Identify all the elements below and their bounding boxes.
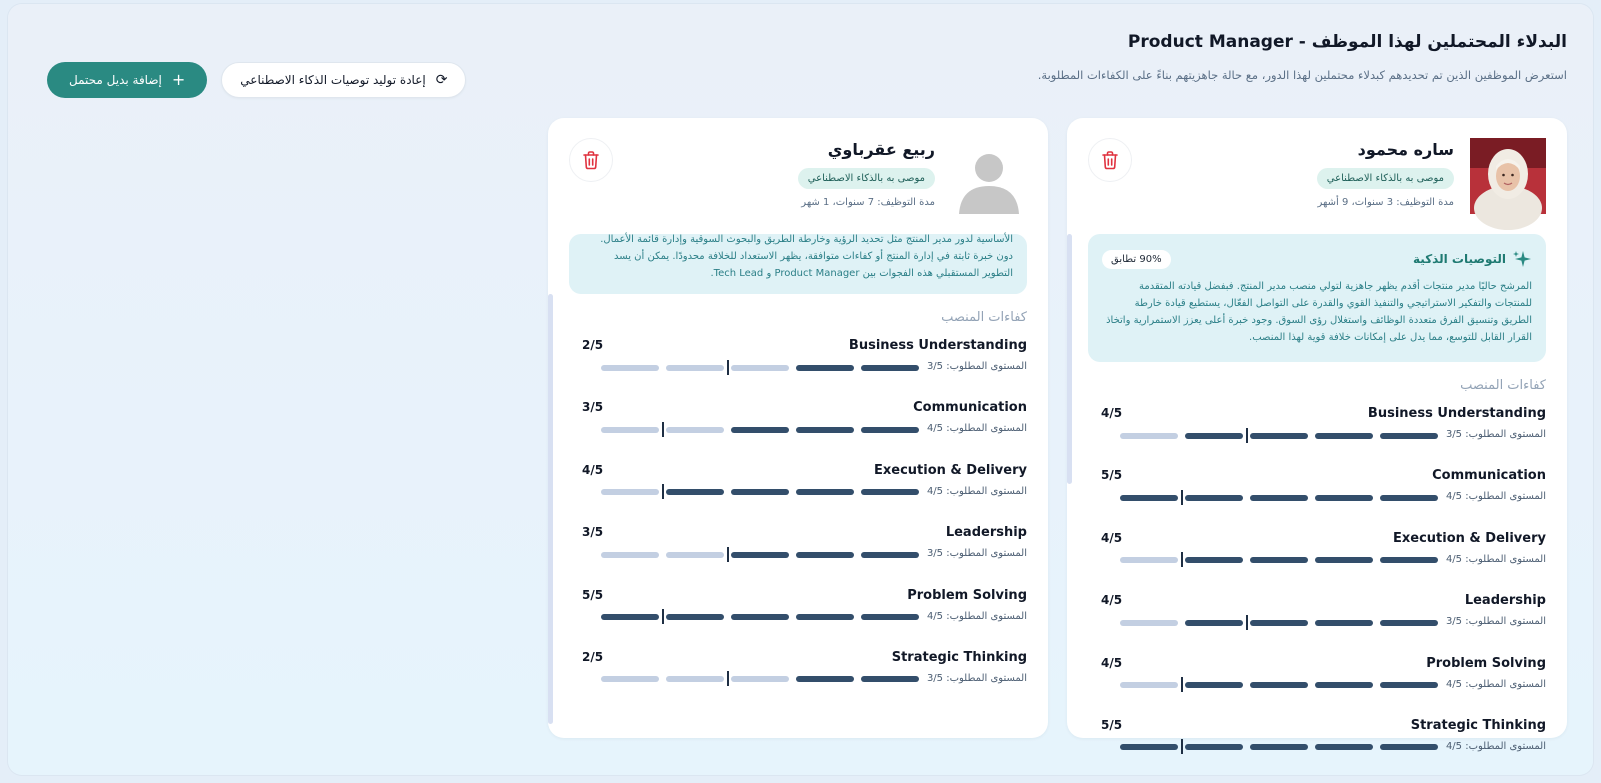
competency-top — [1093, 718, 1546, 733]
competency-top — [574, 338, 1027, 353]
competency-name: Problem Solving — [907, 587, 1027, 603]
candidate-card — [1067, 118, 1567, 752]
competency-top — [1093, 656, 1546, 671]
required-level-marker — [1181, 677, 1183, 692]
header-text — [1038, 26, 1567, 82]
recommendation-title — [1413, 249, 1532, 269]
competency-top — [574, 588, 1027, 603]
page-subtitle: استعرض الموظفين الذين تم تحديدهم كبدلاء محتملين لهذا الدور، مع حالة جاهزيتهم بناءً على الكفاءات المطلوبة. — [1037, 68, 1567, 82]
required-level-marker — [727, 360, 729, 375]
competency-name: Problem Solving — [1426, 655, 1546, 671]
level-segment — [601, 427, 659, 433]
level-segment — [731, 365, 789, 371]
sparkle-icon — [1512, 249, 1532, 269]
regenerate-ai-label: إعادة توليد توصيات الذكاء الاصطناعي — [240, 73, 426, 87]
level-segment — [1380, 682, 1438, 688]
recommendation-header — [1102, 246, 1532, 272]
level-segment — [1250, 744, 1308, 750]
competency-name: Execution & Delivery — [1393, 530, 1546, 546]
competency-name: Strategic Thinking — [891, 649, 1027, 665]
level-segment — [861, 365, 919, 371]
required-level-marker — [1246, 615, 1248, 630]
delete-candidate-button[interactable] — [569, 138, 613, 182]
competency-top — [574, 400, 1027, 415]
competency-bottom — [574, 423, 1027, 434]
ai-recommended-badge: موصى به بالذكاء الاصطناعي — [1317, 168, 1454, 189]
regenerate-ai-button[interactable] — [221, 62, 466, 98]
level-bar — [1093, 679, 1438, 689]
level-segment — [601, 489, 659, 495]
competency-row — [1093, 406, 1546, 468]
competency-top — [574, 525, 1027, 540]
competency-score: 3/5 — [582, 400, 604, 415]
competency-top — [1093, 593, 1546, 608]
level-segment — [1185, 620, 1243, 626]
competency-name: Communication — [1432, 468, 1546, 484]
header-actions — [47, 62, 466, 98]
competency-bottom — [1093, 554, 1546, 565]
competency-bottom — [1093, 491, 1546, 502]
competency-row — [574, 650, 1027, 712]
refresh-icon: ⟳ — [435, 72, 448, 88]
level-segment — [1315, 433, 1373, 439]
level-segment — [796, 552, 854, 558]
competency-bottom — [574, 611, 1027, 622]
competencies-section-title: كفاءات المنصب — [1460, 378, 1546, 393]
level-bar — [1093, 492, 1438, 502]
level-bar — [574, 362, 919, 372]
required-level: المستوى المطلوب: 3/5 — [1445, 616, 1546, 628]
candidate-header — [1088, 138, 1546, 216]
recommendation-title-text: التوصيات الذكية — [1413, 252, 1506, 266]
level-segment — [1120, 620, 1178, 626]
ai-recommendation-box — [569, 234, 1027, 294]
competency-name: Business Understanding — [848, 338, 1027, 353]
level-segment — [1185, 495, 1243, 501]
level-segment — [861, 489, 919, 495]
level-segment — [1250, 682, 1308, 688]
competency-bottom — [574, 673, 1027, 684]
competency-row — [574, 463, 1027, 525]
competency-score: 4/5 — [1101, 593, 1123, 608]
level-segment — [1185, 433, 1243, 439]
competency-row — [574, 400, 1027, 462]
competency-score: 4/5 — [582, 462, 604, 477]
competency-top — [1093, 406, 1546, 421]
tenure-text: مدة التوظيف: 3 سنوات، 9 أشهر — [1317, 197, 1454, 208]
competency-row — [574, 588, 1027, 650]
competency-score: 3/5 — [582, 525, 604, 540]
level-segment — [601, 614, 659, 620]
competency-bottom — [1093, 679, 1546, 690]
required-level: المستوى المطلوب: 4/5 — [1445, 491, 1546, 503]
level-bar — [574, 611, 919, 621]
candidate-info — [1132, 138, 1454, 208]
competency-name: Leadership — [1464, 593, 1546, 609]
level-segment — [1315, 620, 1373, 626]
required-level: المستوى المطلوب: 3/5 — [926, 548, 1027, 560]
add-candidate-label: إضافة بديل محتمل — [69, 73, 162, 87]
competency-bottom — [574, 486, 1027, 497]
required-level: المستوى المطلوب: 3/5 — [926, 672, 1027, 684]
competency-score: 5/5 — [1101, 717, 1123, 732]
competency-row — [574, 525, 1027, 587]
level-segment — [1315, 744, 1373, 750]
level-segment — [1120, 433, 1178, 439]
delete-candidate-button[interactable] — [1088, 138, 1132, 182]
trash-icon — [1101, 150, 1119, 170]
level-segment — [1185, 557, 1243, 563]
ai-recommendation-box — [1088, 234, 1546, 362]
recommendation-text: الأساسية لدور مدير المنتج مثل تحديد الرؤية وخارطة الطريق والبحوث السوقية وإدارة قائمة الأعمال. دون خبرة ثابتة في إدارة المنتج أو كفاءات متوافقة، يظهر الاستعداد للخلافة محدودًا. يمكن أن يسد التطوير المستقبلي هذه الفجوات بين Product Manager و Tech Lead. — [600, 234, 1013, 279]
competency-list — [574, 338, 1027, 712]
level-segment — [666, 489, 724, 495]
competency-score: 5/5 — [582, 587, 604, 602]
level-bar — [1093, 430, 1438, 440]
required-level: المستوى المطلوب: 4/5 — [1445, 678, 1546, 690]
competency-bottom — [1093, 429, 1546, 440]
required-level-marker — [1181, 739, 1183, 754]
competency-row — [1093, 531, 1546, 593]
competency-score: 4/5 — [1101, 530, 1123, 545]
level-segment — [1380, 620, 1438, 626]
level-segment — [1380, 433, 1438, 439]
plus-icon: + — [171, 70, 186, 89]
required-level: المستوى المطلوب: 4/5 — [1445, 553, 1546, 565]
level-segment — [796, 489, 854, 495]
competency-name: Leadership — [945, 525, 1027, 541]
required-level-marker — [1181, 552, 1183, 567]
competency-top — [1093, 531, 1546, 546]
competency-name: Execution & Delivery — [874, 462, 1027, 478]
required-level: المستوى المطلوب: 4/5 — [1445, 740, 1546, 752]
required-level-marker — [1246, 428, 1248, 443]
level-segment — [601, 365, 659, 371]
card-scrollbar[interactable] — [548, 294, 553, 724]
level-bar — [574, 424, 919, 434]
level-segment — [731, 614, 789, 620]
competency-name: Business Understanding — [1367, 406, 1546, 421]
avatar — [1470, 138, 1546, 214]
level-segment — [796, 676, 854, 682]
level-bar — [1093, 617, 1438, 627]
level-segment — [1250, 495, 1308, 501]
recommendation-text: المرشح حاليًا مدير منتجات أقدم يظهر جاهزية لتولي منصب مدير المنتج. فبفضل قيادته المتقدمة للمنتجات والتفكير الاستراتيجي والتنفيذ القوي والقدرة على التواصل الفعّال، يستطيع قيادة خارطة الطريق وتنسيق الفرق متعددة الوظائف واستغلال رؤى السوق. وجود خبرة أعلى يعزز الاستمرارية واتخاذ القرار القابل للتوسع، مما يدل على إمكانات خلافة قوية لهذا المنصب. — [1106, 281, 1532, 343]
required-level: المستوى المطلوب: 3/5 — [1445, 429, 1546, 440]
level-segment — [601, 676, 659, 682]
level-segment — [1185, 744, 1243, 750]
app-frame — [8, 4, 1593, 775]
competency-list — [1093, 406, 1546, 780]
candidate-name: ربيع عقرباوي — [827, 140, 935, 159]
competency-score: 4/5 — [1101, 655, 1123, 670]
level-segment — [861, 552, 919, 558]
tenure-text: مدة التوظيف: 7 سنوات، 1 شهر — [801, 197, 935, 208]
competency-bottom — [574, 361, 1027, 372]
competency-score: 2/5 — [582, 338, 604, 352]
competency-top — [574, 650, 1027, 665]
level-segment — [1250, 557, 1308, 563]
level-bar — [574, 486, 919, 496]
level-segment — [796, 614, 854, 620]
level-segment — [731, 676, 789, 682]
level-segment — [666, 552, 724, 558]
competency-name: Strategic Thinking — [1410, 717, 1546, 733]
level-segment — [861, 614, 919, 620]
competencies-section-title: كفاءات المنصب — [941, 310, 1027, 325]
required-level-marker — [662, 609, 664, 624]
level-bar — [1093, 554, 1438, 564]
level-segment — [1120, 682, 1178, 688]
competency-bottom — [574, 548, 1027, 559]
required-level-marker — [662, 484, 664, 499]
level-segment — [1120, 557, 1178, 563]
level-segment — [666, 614, 724, 620]
required-level-marker — [662, 422, 664, 437]
competency-row — [574, 338, 1027, 400]
competency-bottom — [1093, 616, 1546, 627]
level-segment — [796, 427, 854, 433]
competency-row — [1093, 468, 1546, 530]
level-segment — [666, 365, 724, 371]
level-segment — [731, 427, 789, 433]
level-bar — [574, 549, 919, 559]
candidate-header — [569, 138, 1027, 216]
level-segment — [1120, 744, 1178, 750]
level-segment — [1250, 433, 1308, 439]
candidate-info — [613, 138, 935, 208]
candidate-card — [548, 118, 1048, 738]
required-level-marker — [727, 547, 729, 562]
level-segment — [1120, 495, 1178, 501]
level-segment — [1380, 557, 1438, 563]
required-level: المستوى المطلوب: 4/5 — [926, 423, 1027, 435]
competency-row — [1093, 593, 1546, 655]
trash-icon — [582, 150, 600, 170]
level-segment — [861, 427, 919, 433]
ai-recommended-badge: موصى به بالذكاء الاصطناعي — [798, 168, 935, 189]
level-segment — [601, 552, 659, 558]
required-level: المستوى المطلوب: 4/5 — [926, 610, 1027, 622]
level-segment — [731, 489, 789, 495]
level-bar — [574, 673, 919, 683]
level-segment — [1315, 682, 1373, 688]
competency-score: 2/5 — [582, 649, 604, 664]
competency-top — [574, 463, 1027, 478]
competency-bottom — [1093, 741, 1546, 752]
level-segment — [1250, 620, 1308, 626]
level-segment — [1315, 495, 1373, 501]
competency-score: 5/5 — [1101, 468, 1123, 483]
required-level-marker — [727, 671, 729, 686]
page-header — [47, 26, 1567, 96]
competency-row — [1093, 718, 1546, 780]
level-segment — [1315, 557, 1373, 563]
required-level: المستوى المطلوب: 4/5 — [926, 485, 1027, 497]
competency-row — [1093, 656, 1546, 718]
level-segment — [861, 676, 919, 682]
level-segment — [666, 676, 724, 682]
level-bar — [1093, 741, 1438, 751]
level-segment — [1380, 744, 1438, 750]
candidate-name: ساره محمود — [1357, 140, 1454, 159]
avatar — [951, 138, 1027, 214]
required-level: المستوى المطلوب: 3/5 — [926, 361, 1027, 372]
page-title: البدلاء المحتملين لهذا الموظف - Product Manager — [1127, 32, 1567, 52]
add-candidate-button[interactable] — [47, 62, 207, 98]
level-segment — [1185, 682, 1243, 688]
card-scrollbar[interactable] — [1067, 234, 1072, 484]
competency-score: 4/5 — [1101, 406, 1123, 420]
competency-name: Communication — [913, 400, 1027, 416]
required-level-marker — [1181, 490, 1183, 505]
match-badge: 90% تطابق — [1102, 250, 1171, 269]
level-segment — [731, 552, 789, 558]
competency-top — [1093, 468, 1546, 483]
level-segment — [666, 427, 724, 433]
level-segment — [796, 365, 854, 371]
level-segment — [1380, 495, 1438, 501]
